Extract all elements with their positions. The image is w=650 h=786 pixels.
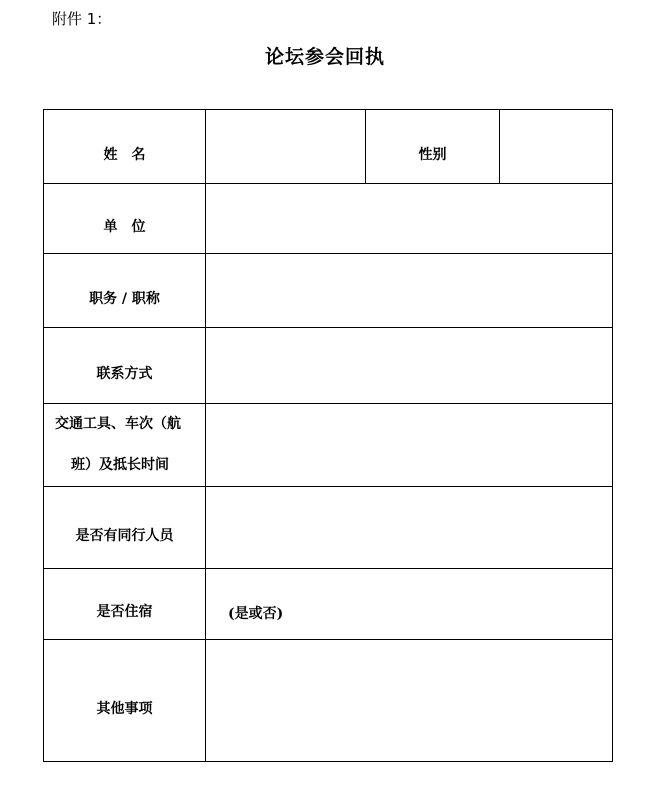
unit-label: 单 位 [103, 218, 146, 235]
form-row-position [44, 254, 613, 328]
other-label: 其他事项 [96, 700, 153, 717]
transport-label-line1: 交通工具、车次（航 [55, 416, 181, 432]
unit-field[interactable] [206, 184, 613, 254]
position-label: 职务 / 职称 [89, 290, 160, 307]
form-row-transport [44, 404, 613, 487]
attachment-label: 附件 1： [52, 10, 112, 28]
form-row-companion [44, 487, 613, 569]
transport-label-line2: 班）及抵长时间 [71, 457, 169, 473]
gender-field[interactable] [500, 110, 613, 184]
registration-form-table [43, 109, 613, 762]
unit-label-cell [44, 184, 206, 254]
name-label-cell [44, 110, 206, 184]
contact-label: 联系方式 [96, 365, 153, 382]
companion-field[interactable] [206, 487, 613, 569]
accommodation-label-cell [44, 569, 206, 640]
gender-label-cell [366, 110, 500, 184]
form-row-accommodation [44, 569, 613, 640]
transport-label-cell [44, 404, 206, 487]
page-title: 论坛参会回执 [264, 46, 385, 68]
accommodation-hint: (是或否) [228, 606, 284, 622]
other-label-cell [44, 640, 206, 762]
gender-label: 性别 [418, 146, 447, 163]
companion-label: 是否有同行人员 [75, 527, 174, 544]
contact-field[interactable] [206, 328, 613, 404]
other-field[interactable] [206, 640, 613, 762]
contact-label-cell [44, 328, 206, 404]
name-field[interactable] [206, 110, 366, 184]
accommodation-field[interactable] [206, 569, 613, 640]
form-row-unit [44, 184, 613, 254]
transport-field[interactable] [206, 404, 613, 487]
form-row-name [44, 110, 613, 184]
form-row-other [44, 640, 613, 762]
name-label: 姓 名 [103, 146, 146, 163]
companion-label-cell [44, 487, 206, 569]
form-row-contact [44, 328, 613, 404]
position-field[interactable] [206, 254, 613, 328]
position-label-cell [44, 254, 206, 328]
accommodation-label: 是否住宿 [96, 604, 153, 620]
